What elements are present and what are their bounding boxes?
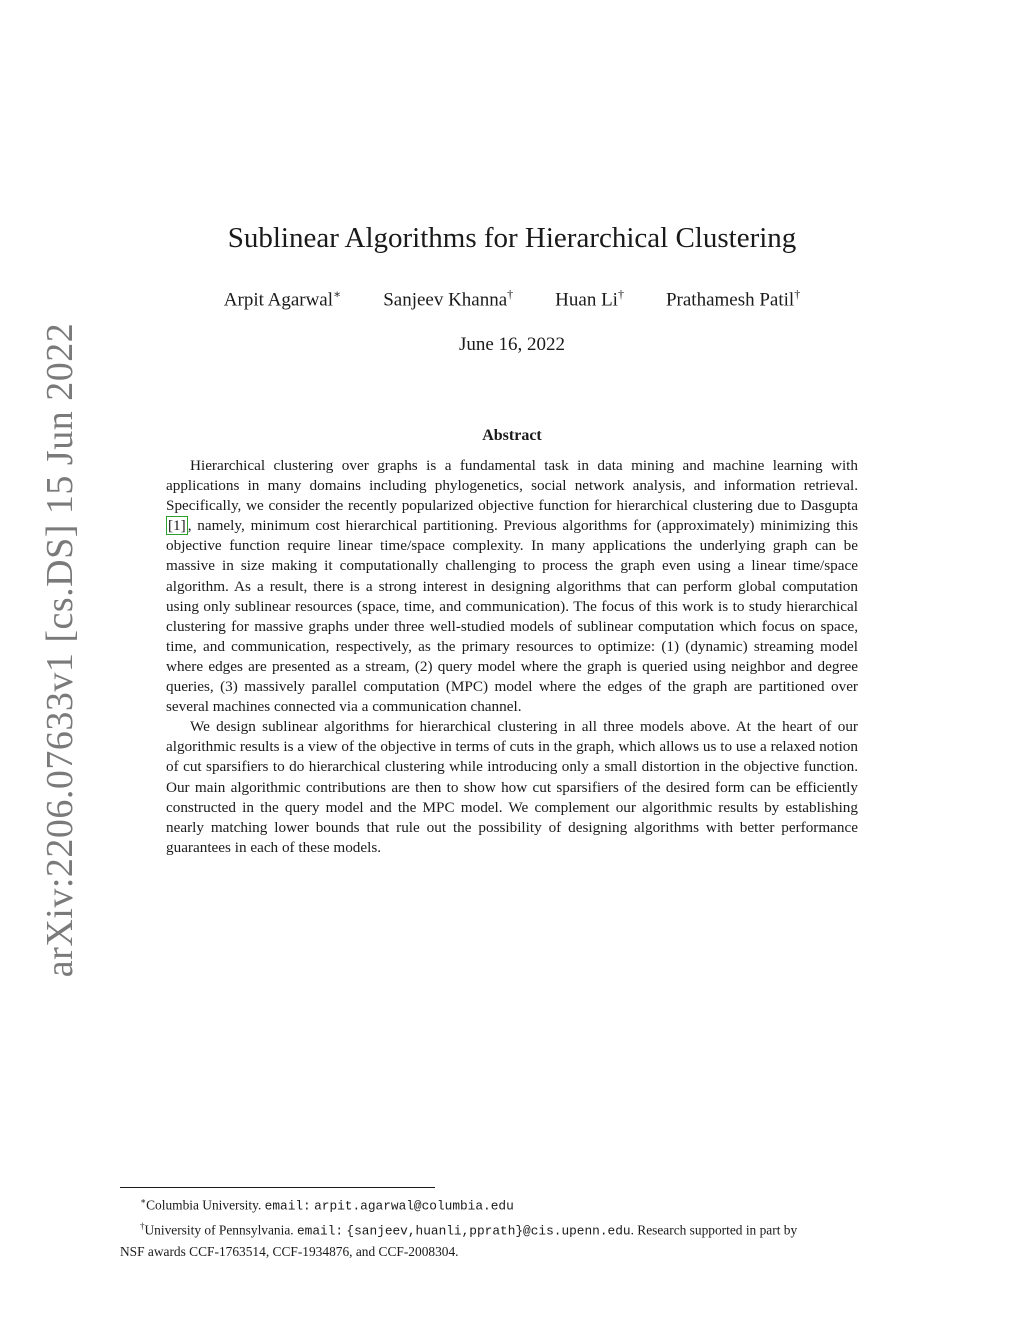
abstract-heading: Abstract bbox=[482, 427, 542, 444]
publication-date: June 16, 2022 bbox=[458, 334, 566, 355]
paper-title: Sublinear Algorithms for Hierarchical Clustering bbox=[227, 222, 797, 254]
footnote: †University of Pennsylvania. email: {sanjeev,huanli,pprath}@cis.upenn.edu. Research supported in part by bbox=[140, 1221, 798, 1239]
footnote-continuation: NSF awards CCF-1763514, CCF-1934876, and CCF-2008304. bbox=[120, 1243, 459, 1259]
author: Arpit Agarwal∗ bbox=[223, 287, 342, 311]
author: Huan Li† bbox=[555, 287, 624, 311]
arxiv-identifier: arXiv:2206.07633v1 [cs.DS] 15 Jun 2022 bbox=[39, 322, 81, 978]
footnote-divider bbox=[120, 1187, 435, 1188]
abstract-paragraph: We design sublinear algorithms for hierarchical clustering in all three models above. At the heart of our algorithmic results is a view of the objective in terms of cuts in the graph, which allows us to use a relaxed notion of cut sparsifiers to do hierarchical clustering while introducing only a small distortion in the objective function. Our main algorithmic contributions are then to show how cut sparsifiers of the desired form can be efficiently constructed in the query model and the MPC model. We complement our algorithmic results by establishing nearly matching lower bounds that rule out the possibility of designing algorithms with better performance guarantees in each of these models. bbox=[166, 718, 858, 856]
author: Sanjeev Khanna† bbox=[383, 287, 514, 311]
author: Prathamesh Patil† bbox=[665, 287, 801, 311]
email-link[interactable]: {sanjeev,huanli,pprath}@cis.upenn.edu bbox=[346, 1223, 631, 1239]
citation-link[interactable]: [1] bbox=[168, 517, 186, 535]
author-list bbox=[0, 287, 1024, 311]
footnote: ∗Columbia University. email: arpit.agarwal@columbia.edu bbox=[140, 1196, 514, 1214]
abstract-paragraph: Hierarchical clustering over graphs is a fundamental task in data mining and machine learning with applications in many domains including phylogenetics, social network analysis, and information retrieval. Specifically, we consider the recently popularized objective function for hierarchical clustering due to Dasgupta [1] , namely, minimum cost hierarchical partitioning. Previous algorithms for (approximately) minimizing this objective function require linear time/space complexity. In many applications the underlying graph can be massive in size making it computationally challenging to process the graph even using a linear time/space algorithm. As a result, there is a strong interest in designing algorithms that can perform global computation using only sublinear resources (space, time, and communication). The focus of this work is to study hierarchical clustering for massive graphs under three well-studied models of sublinear computation which focus on space, time, and communication, respectively, as the primary resources to optimize: (1) (dynamic) streaming model where edges are presented as a stream, (2) query model where the graph is queried using neighbor and degree queries, (3) massively parallel computation (MPC) model where the edges of the graph are partitioned over several machines connected via a communication channel. bbox=[166, 457, 858, 716]
email-link[interactable]: arpit.agarwal@columbia.edu bbox=[314, 1198, 514, 1214]
footnotes bbox=[120, 1191, 910, 1262]
abstract-body bbox=[166, 456, 858, 858]
